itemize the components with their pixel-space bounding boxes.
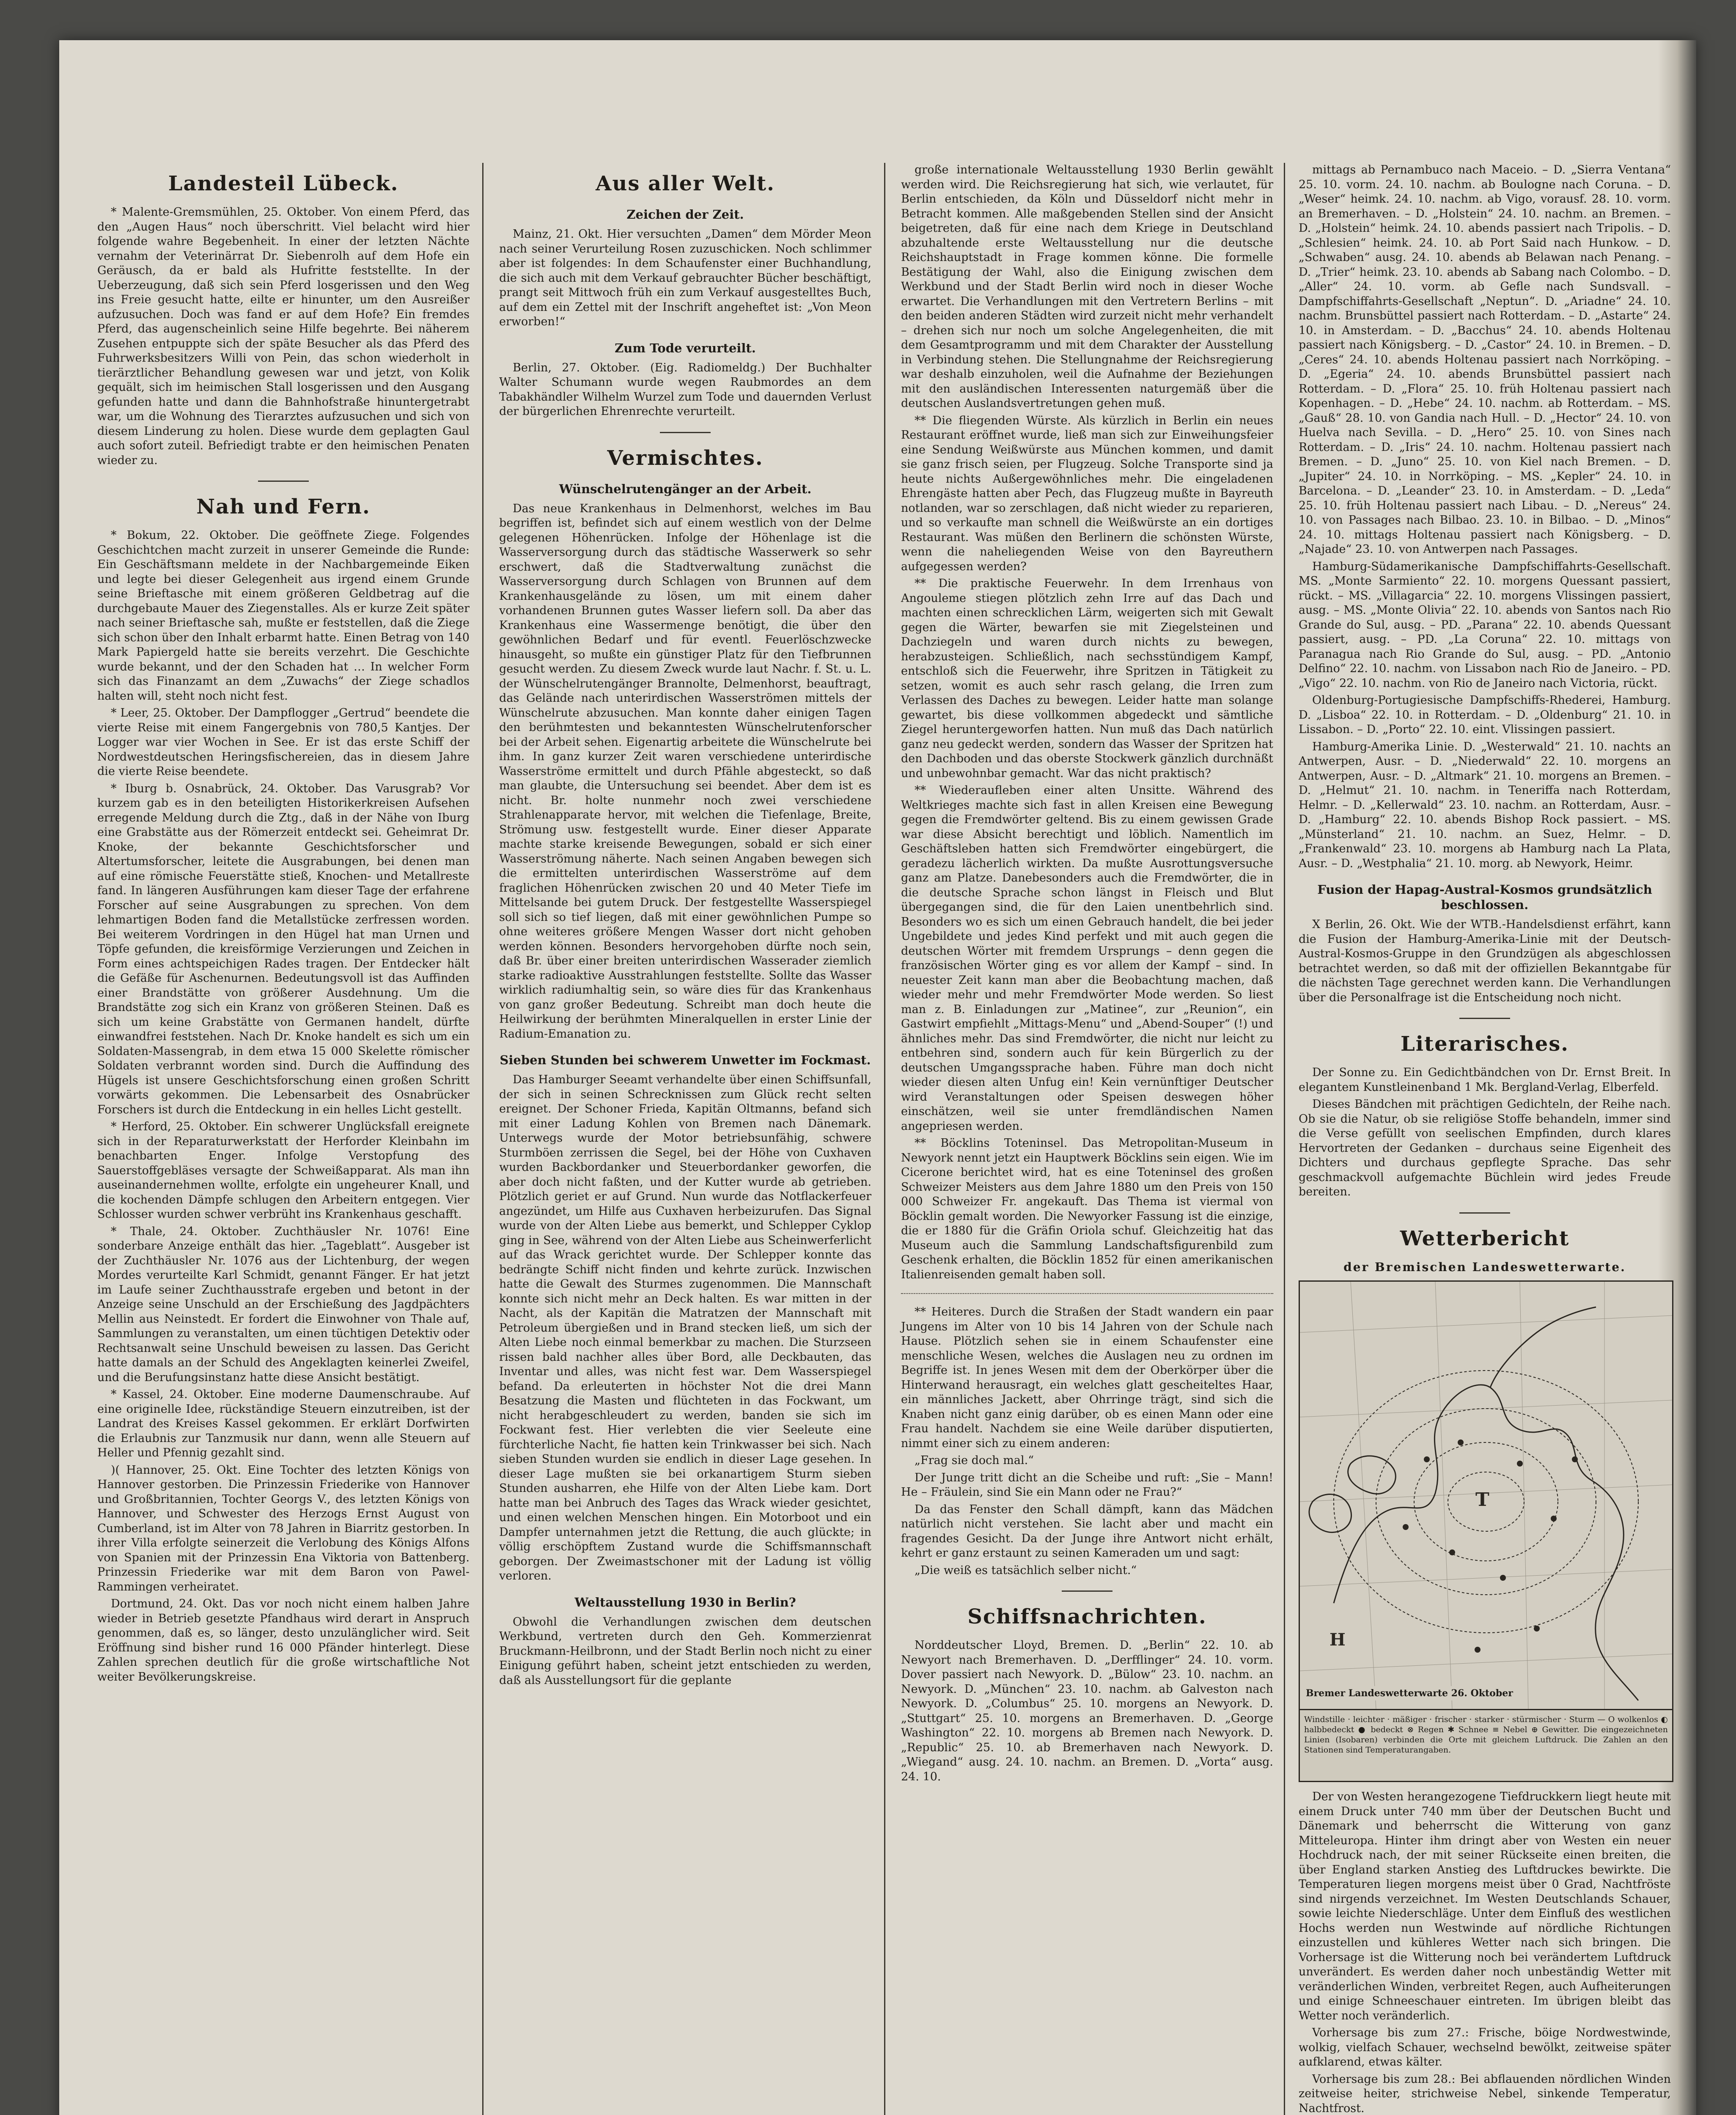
- weather-map-drawing: [1300, 1282, 1672, 1709]
- article-heading: Zum Tode verurteilt.: [615, 341, 756, 355]
- article-paragraph: Hamburg-Südamerikanische Dampfschiffahrts-Gesellschaft. MS. „Monte Sarmiento“ 22. 10. morgens Quessant passiert, rückt. – MS. „Villagarcia“ 22. 10. morgens Vlissingen passiert, ausg. – MS. „Monte Olivia“ 22. 10. abends von Santos nach Rio Grande do Sul, ausg. – PD. „Parana“ 22. 10. abends Quessant passiert, ausg. – PD. „La Coruna“ 22. 10. mittags von Paranagua nach Rio Grande do Sul, ausg. – PD. „Antonio Delfino“ 22. 10. nachm. von Lissabon nach Rio de Janeiro. – PD. „Vigo“ 22. 10. nachm. von Rio de Janeiro nach Victoria, rückt.: [1299, 560, 1671, 690]
- column-rule: [884, 163, 885, 2115]
- section-heading-aus-aller-welt: Aus aller Welt.: [596, 172, 775, 195]
- article-paragraph: ** Die fliegenden Würste. Als kürzlich in Berlin ein neues Restaurant eröffnet wurde, ließ man sich zur Einweihungsfeier eine Sendung Weißwürste aus München kommen, und damit sie ganz frisch seien, per Flugzeug. Solche Transporte sind ja heute nichts Außergewöhnliches mehr. Die eingeladenen Ehrengäste hatten aber Pech, das Flugzeug mußte in Bayreuth notlanden, war so zerschlagen, daß nicht wieder zu reparieren, und so verkaufte man schnell die Weißwürste an ein dortiges Restaurant. Was müßen den Berlinern die schönsten Würste, wenn die naheliegenden Weise von den Bayreuthern aufgegessen werden?: [901, 414, 1273, 573]
- article-paragraph: Vorhersage bis zum 28.: Bei abflauenden nördlichen Winden zeitweise heiter, strichweise Nebel, sinkende Temperatur, Nachtfrost.: [1299, 2072, 1671, 2115]
- article-paragraph: ** Böcklins Toteninsel. Das Metropolitan-Museum in Newyork nennt jetzt ein Hauptwerk Böcklins sein eigen. Wie im Cicerone berichtet wird, hat es eine Toteninsel des großen Schweizer Meisters aus dem Jahre 1880 um den Preis von 150 000 Schweizer Fr. angekauft. Das Thema ist viermal von Böcklin gemalt worden. Die Newyorker Fassung ist die einzige, die er 1880 für die Gräfin Oriola schuf. Gleichzeitig hat das Museum auch die Sammlung Landschaftsfigurenbild zum Geschenk erhalten, die Böcklin 1852 für einen amerikanischen Italienreisenden gemalt haben soll.: [901, 1137, 1273, 1281]
- article-paragraph: ** Wiederaufleben einer alten Unsitte. Während des Weltkrieges machte sich fast in allen Kreisen eine Bewegung gegen die Fremdwörter geltend. Bis zu einem gewissen Grade war diese Absicht berechtigt und löblich. Namentlich im Geschäftsleben hatten sich Fremdwörter eingebürgert, die geradezu lächerlich wirkten. Da mußte Ausrottungsversuche ganz am Platze. Danebesonders auch die Fremdwörter, die in die deutsche Sprache schon längst in Fleisch und Blut übergegangen sind, die für den Laien unentbehrlich sind. Besonders wo es sich um einen Gebrauch handelt, die bei jeder Ungebildete und jedes Kind perfekt und mit auch gegen die deutschen Wörter mit fremdem Ursprungs – denn gegen die französischen Wörter ging es vor allem der Kampf – sind. In neuester Zeit kann man aber die Beobachtung machen, daß wieder mehr und mehr Fremdwörter Mode werden. So liest man z. B. Einladungen zur „Matinee“, zur „Reunion“, ein Gastwirt empfiehlt „Mittags-Menu“ und „Abend-Souper“ (!) und ähnliches mehr. Das sind Fremdwörter, die nicht nur leicht zu entbehren sind, sondern auch für kein Bürgerlich zu der deutschen Umgangssprache haben. Führe man doch nicht wieder diesen alten Unfug ein! Kein vernünftiger Deutscher wird Veranstaltungen oder Speisen deswegen höher einschätzen, weil sie unter fremdländischen Namen angepriesen werden.: [901, 784, 1273, 1133]
- article-paragraph: Dortmund, 24. Okt. Das vor noch nicht einem halben Jahre wieder in Betrieb gesetzte Pfandhaus wird derart in Anspruch genommen, daß es, so länger, desto unzulänglicher wird. Seit Eröffnung sind bisher rund 16 000 Pfänder hinterlegt. Diese Zahlen sprechen deutlich für die große wirtschaftliche Not weiter Bevölkerungskreise.: [97, 1597, 470, 1684]
- article-paragraph: * Thale, 24. Oktober. Zuchthäusler Nr. 1076! Eine sonderbare Anzeige enthält das hier. „Tageblatt“. Ausgeber ist der Zuchthäusler Nr. 1076 aus der Lichtenburg, der wegen Mordes verurteilte Karl Schmidt, genannt Fänger. Er hat jetzt im Laufe seiner Zuchthausstrafe ergeben und betont in der Anzeige seine Unschuld an der Erschießung des Jagdpächters Mellin aus Neinstedt. Er fordert die Einwohner von Thale auf, Sammlungen zu veranstalten, um einen tüchtigen Detektiv oder Rechtsanwalt seine Unschuld beweisen zu lassen. Das Gericht hatte damals an der Schuld des Angeklagten keinerlei Zweifel, und die Berufungsinstanz hatte diese Ansicht bestätigt.: [97, 1225, 470, 1384]
- article-paragraph: * Bokum, 22. Oktober. Die geöffnete Ziege. Folgendes Geschichtchen macht zurzeit in unserer Gemeinde die Runde: Ein Geschäftsmann meldete in der Nachbargemeinde Eiken und legte bei dieser Gelegenheit aus irgend einem Grunde seine Brieftasche mit einem größeren Geldbetrag auf die durchgebaute Mauer des Ziegenstalles. Als er kurze Zeit später nach seiner Brieftasche sah, mußte er feststellen, daß die Ziege sich schon über den Inhalt erbarmt hatte. Einen Betrag von 140 Mark Papiergeld hatte sie bereits verzehrt. Die Geschichte wurde bekannt, und der den Schaden hat … In welcher Form sich das Finanzamt an dem „Zuwachs“ der Ziege schadlos halten will, steht noch nicht fest.: [97, 529, 470, 703]
- svg-text:H: H: [1329, 1630, 1346, 1650]
- article-paragraph: ** Die praktische Feuerwehr. In dem Irrenhaus von Angouleme stiegen plötzlich zehn Irre auf das Dach und machten einen schrecklichen Lärm, weigerten sich mit Gewalt gegen die Wärter, bewarfen sie mit Ziegelsteinen und Dachziegeln und waren durch nichts zu bewegen, herabzusteigen. Schließlich, nach sechsstündigem Kampf, entschloß sich die Feuerwehr, ihre Spritzen in Tätigkeit zu setzen, womit es auch sehr rasch gelang, die Irren zum Verlassen des Daches zu bewegen. Leider hatte man solange gewartet, bis diese vollkommen abgedeckt und sämtliche Ziegel heruntergeworfen hatten. Nun muß das Dach natürlich ganz neu gedeckt werden, sondern das Wasser der Spritzen hat den Dachboden und das oberste Stockwerk gänzlich durchnäßt und unbewohnbar gemacht. War das nicht praktisch?: [901, 577, 1273, 780]
- article-paragraph: Obwohl die Verhandlungen zwischen dem deutschen Werkbund, vertreten durch den Geh. Kommerzienrat Bruckmann-Heilbronn, und der Stadt Berlin noch nicht zu einer Einigung geführt haben, scheint jetzt entschieden zu werden, daß als Ausstellungsort für die geplante: [499, 1615, 871, 1687]
- article-paragraph: )( Hannover, 25. Okt. Eine Tochter des letzten Königs von Hannover gestorben. Die Prinzessin Friederike von Hannover und Großbritannien, Tochter Georgs V., des letzten Königs von Hannover, und Schwester des Herzogs Ernst August von Cumberland, ist im Alter von 78 Jahren in Biarritz gestorben. In ihrer Villa erfolgte seinerzeit die Verlobung des Königs Alfons von Spanien mit der Prinzessin Ena Viktoria von Battenberg. Prinzessin Friederike war mit dem Baron von Pawel-Rammingen verheiratet.: [97, 1463, 470, 1593]
- section-heading-luebeck: Landesteil Lübeck.: [168, 172, 399, 195]
- article-subheading: der Bremischen Landeswetterwarte.: [1343, 1260, 1626, 1274]
- article-paragraph: Der Junge tritt dicht an die Scheibe und ruft: „Sie – Mann! He – Fräulein, sind Sie ein Mann oder ne Frau?“: [901, 1471, 1273, 1499]
- article-heading: Weltausstellung 1930 in Berlin?: [574, 1595, 796, 1610]
- section-heading-wetterbericht: Wetterbericht: [1400, 1226, 1570, 1250]
- article-paragraph: * Kassel, 24. Oktober. Eine moderne Daumenschraube. Auf eine originelle Idee, rückständige Steuern einzutreiben, ist der Landrat des Kreises Kassel gekommen. Er erklärt Dorfwirten die Erlaubnis zur Tanzmusik nur dann, wenn alle Steuern auf Heller und Pfennig gezahlt sind.: [97, 1388, 470, 1459]
- article-paragraph: Dieses Bändchen mit prächtigen Gedichteln, der Reihe nach. Ob sie die Natur, ob sie religiöse Stoffe behandeln, immer sind die Verse gefüllt von seelischen Empfinden, durch klares Hervortreten der Gedanken – durchaus seine Eigenheit des Dichters und durchaus gepflegte Sprache. Das sehr geschmackvoll aufgemachte Büchlein wird jedes Freude bereiten.: [1299, 1098, 1671, 1198]
- article-paragraph: Vorhersage bis zum 27.: Frische, böige Nordwestwinde, wolkig, vielfach Schauer, wechselnd bewölkt, zeitweise später aufklarend, etwas kälter.: [1299, 2026, 1671, 2068]
- article-paragraph: „Die weiß es tatsächlich selber nicht.“: [915, 1563, 1137, 1577]
- column-rule: [482, 163, 483, 2115]
- article-heading: Sieben Stunden bei schwerem Unwetter im Fockmast.: [500, 1053, 871, 1067]
- article-paragraph: große internationale Weltausstellung 1930 Berlin gewählt werden wird. Die Reichsregierung hat sich, wie verlautet, für Berlin entschieden, da Köln und Düsseldorf nicht mehr in Betracht kommen. Alle maßgebenden Stellen sind der Ansicht beigetreten, daß für eine nach dem Kriege in Deutschland abzuhaltende erste Weltausstellung nur die deutsche Reichshauptstadt in Frage kommen könne. Die formelle Bestätigung der Wahl, also die Einigung zwischen dem Werkbund und der Stadt Berlin wird noch in dieser Woche erwartet. Die Verhandlungen mit den Vertretern Berlins – mit den beiden anderen Städten wird zurzeit nicht mehr verhandelt – drehen sich nur noch um solche Angelegenheiten, die mit dem Gesamtprogramm und mit dem Charakter der Ausstellung in Verbindung stehen. Die Stellungnahme der Reichsregierung war deshalb einzuholen, weil die Aufnahme der Beziehungen mit den ausländischen Interessenten naturgemäß über die deutschen Auslandsvertretungen gehen muß.: [901, 163, 1273, 410]
- article-paragraph: „Frag sie doch mal.“: [915, 1454, 1034, 1467]
- article-heading: Zeichen der Zeit.: [626, 207, 744, 222]
- article-paragraph: Berlin, 27. Oktober. (Eig. Radiomeldg.) Der Buchhalter Walter Schumann wurde wegen Raubmordes an dem Tabakhändler Wilhelm Wurzel zum Tode und dauernden Verlust der bürgerlichen Ehrenrechte verurteilt.: [499, 361, 871, 418]
- article-paragraph: Da das Fenster den Schall dämpft, kann das Mädchen natürlich nicht verstehen. Sie lacht aber und macht ein fragendes Gesicht. Da der Junge ihre Antwort nicht erhält, kehrt er ganz erstaunt zu seinen Kameraden um und sagt:: [901, 1502, 1273, 1560]
- article-paragraph: * Leer, 25. Oktober. Der Dampflogger „Gertrud“ beendete die vierte Reise mit einem Fangergebnis von 780,5 Kantjes. Der Logger war vier Wochen in See. Er ist das erste Schiff der Nordwestdeutschen Heringsfischereien, das in diesem Jahre die vierte Reise beendete.: [97, 706, 470, 778]
- section-heading-schiffsnachrichten: Schiffsnachrichten.: [967, 1605, 1207, 1629]
- article-paragraph: * Iburg b. Osnabrück, 24. Oktober. Das Varusgrab? Vor kurzem gab es in den beteiligten Historikerkreisen Aufsehen erregende Meldung durch die Ztg., daß in der Nähe von Iburg eine Grabstätte aus der Römerzeit entdeckt sei. Geheimrat Dr. Knoke, der bekannte Geschichtsforscher und Altertumsforscher, leitete die Ausgrabungen, bei denen man auf eine römische Feuerstätte stieß, Knochen- und Metallreste fand. In längeren Ausführungen kam dieser Tage der erfahrene Forscher auf seine Ausgrabungen zu sprechen. Von dem lehmartigen Boden fand die Metallstücke zerfressen worden. Bei weiterem Vordringen in den Hügel hat man Urnen und Töpfe gefunden, die kreisförmige Verzierungen und Zeichen in Form eines achtspeichigen Rades tragen. Der Entdecker hält die Gefäße für Aschenurnen. Bedeutungsvoll ist das Auffinden einer Brandstätte von größerer Ausdehnung. Um die Brandstätte zog sich ein Kranz von größeren Steinen. Daß es sich um keine Grabstätte von Germanen handelt, dürfte einwandfrei feststehen. Nach Dr. Knoke handelt es sich um ein Soldaten-Massengrab, in dem etwa 15 000 Skelette römischer Soldaten verbrannt worden sind. Durch die Auffindung des Hügels ist unsere Geschichtsforschung einen großen Schritt vorwärts gekommen. Die Lebensarbeit des Osnabrücker Forschers ist durch die Entdeckung in ein helles Licht gestellt.: [97, 782, 470, 1116]
- article-heading: Fusion der Hapag-Austral-Kosmos grundsätzlich beschlossen.: [1317, 882, 1652, 912]
- weather-map: [1299, 1280, 1673, 1782]
- article-paragraph: Das neue Krankenhaus in Delmenhorst, welches im Bau begriffen ist, befindet sich auf einem westlich von der Delme gelegenen Höhenrücken. Infolge der Höhenlage ist die Wasserversorgung durch das städtische Wasserwerk so sehr erschwert, daß die Stadtverwaltung zunächst die Wasserversorgung durch Schlagen von Brunnen auf dem Krankenhausgelände zu lösen, um mit einem daher vorhandenen Brunnen gutes Wasser liefern soll. Da aber das Krankenhaus eine Wassermenge benötigt, die über den gewöhnlichen Bedarf und für eventl. Feuerlöschzwecke hinausgeht, so mußte ein günstiger Platz für den Tiefbrunnen gesucht werden. Zu diesem Zweck wurde laut Nachr. f. St. u. L. der Wünschelrutengänger Brannolte, Delmenhorst, beauftragt, das Gelände nach unterirdischen Wasserströmen mittels der Wünschelrute abzusuchen. Man konnte daher einigen Tagen den berühmtesten und bekanntesten Wünschelrutenforscher bei der Arbeit sehen. Eigenartig arbeitete die Wünschelrute bei ihm. In ganz kurzer Zeit waren verschiedene unterirdische Wasserströme ermittelt und durch Pfähle abgesteckt, so daß man glaubte, die Untersuchung sei beendet. Aber dem ist es nicht. Br. holte nunmehr noch zwei verschiedene Strahlenapparate hervor, mit welchen die Tiefenlage, Breite, Strömung usw. festgestellt wurde. Einer dieser Apparate machte starke kreisende Bewegungen, sobald er sich einer Wasserströmung näherte. Nach seinen Angaben bewegen sich die ermittelten unterirdischen Wasserströme auf dem fraglichen Höhenrücken zwischen 20 und 40 Meter Tiefe im Mittelsande bei gutem Druck. Der festgestellte Wasserspiegel soll sich so tief liegen, daß mit einer gewöhnlichen Pumpe so ohne weiteres größere Mengen Wasser dort nicht gehoben werden können. Besonders hervorgehoben dürfte noch sein, daß Br. über einer breiten unterirdischen Wasserader ziemlich starke radioaktive Ausstrahlungen feststellte. Sollte das Wasser wirklich radiumhaltig sein, so wäre dies für das Krankenhaus von ganz großer Bedeutung. Schreibt man doch heute die Heilwirkung der berühmten Mineralquellen in erster Linie der Radium-Emanation zu.: [499, 502, 871, 1041]
- article-paragraph: mittags ab Pernambuco nach Maceio. – D. „Sierra Ventana“ 25. 10. vorm. 24. 10. nachm. ab Boulogne nach Coruna. – D. „Weser“ heimk. 24. 10. nachm. ab Vigo, vorausf. 28. 10. vorm. an Bremerhaven. – D. „Holstein“ 24. 10. nachm. an Bremen. – D. „Holstein“ heimk. 24. 10. abends passiert nach Tripolis. – D. „Schlesien“ heimk. 24. 10. ab Port Said nach Hunkow. – D. „Schwaben“ ausg. 24. 10. abends ab Belawan nach Penang. – D. „Trier“ heimk. 23. 10. abends ab Sabang nach Colombo. – D. „Aller“ 24. 10. vorm. ab Gefle nach Sundsvall. – Dampfschiffahrts-Gesellschaft „Neptun“. D. „Ariadne“ 24. 10. nachm. Brunsbüttel passiert nach Rotterdam. – D. „Astarte“ 24. 10. in Amsterdam. – D. „Bacchus“ 24. 10. abends Holtenau passiert nach Königsberg. – D. „Castor“ 24. 10. in Bremen. – D. „Ceres“ 24. 10. abends Holtenau passiert nach Norrköping. – D. „Egeria“ 24. 10. abends Brunsbüttel passiert nach Rotterdam. – D. „Flora“ 25. 10. früh Holtenau passiert nach Kopenhagen. – D. „Hebe“ 24. 10. nachm. ab Rotterdam. – MS. „Gauß“ 28. 10. von Gandia nach Hull. – D. „Hector“ 24. 10. von Huelva nach Sevilla. – D. „Hero“ 25. 10. von Sines nach Rotterdam. – D. „Iris“ 24. 10. nachm. Holtenau passiert nach Bremen. – D. „Juno“ 25. 10. von Kiel nach Bremen. – D. „Jupiter“ 24. 10. in Norrköping. – MS. „Kepler“ 24. 10. in Barcelona. – D. „Leander“ 23. 10. in Amsterdam. – D. „Leda“ 25. 10. früh Holtenau passiert nach Libau. – D. „Nereus“ 24. 10. von Passages nach Bilbao. 23. 10. in Bilbao. – D. „Minos“ 24. 10. mittags Holtenau passiert nach Königsberg. – D. „Najade“ 23. 10. von Antwerpen nach Passages.: [1299, 163, 1671, 556]
- article-paragraph: X Berlin, 26. Okt. Wie der WTB.-Handelsdienst erfährt, kann die Fusion der Hamburg-Amerika-Linie mit der Deutsch-Austral-Kosmos-Gruppe in den Grundzügen als abgeschlossen betrachtet werden, so daß mit der offiziellen Bekanntgabe für die nächsten Tage gerechnet werden kann. Die Verhandlungen über die Personalfrage ist die Entscheidung noch nicht.: [1299, 918, 1671, 1004]
- divider: [258, 481, 309, 482]
- article-heading: Wünschelrutengänger an der Arbeit.: [559, 481, 812, 496]
- article-paragraph: Hamburg-Amerika Linie. D. „Westerwald“ 21. 10. nachts an Antwerpen, Ausr. – D. „Niederwald“ 22. 10. morgens an Antwerpen, Ausr. – D. „Altmark“ 21. 10. morgens an Bremen. – D. „Helmut“ 21. 10. nachm. in Teneriffa nach Rotterdam, Helmr. – D. „Kellerwald“ 23. 10. nachm. an Rotterdam, Ausr. – D. „Hamburg“ 22. 10. abends Bishop Rock passiert. – MS. „Münsterland“ 21. 10. nachm. an Suez, Helmr. – D. „Frankenwald“ 23. 10. morgens ab Hamburg nach La Plata, Ausr. – D. „Westphalia“ 21. 10. morg. ab Newyork, Heimr.: [1299, 740, 1671, 870]
- divider: [901, 1293, 1273, 1294]
- article-paragraph: * Herford, 25. Oktober. Ein schwerer Unglücksfall ereignete sich in der Reparaturwerkstatt der Herforder Kleinbahn im benachbarten Enger. Infolge Verstopfung des Sauerstoffgebläses versagte der Schweißapparat. Als man ihn auseinandernehmen wollte, erfolgte ein ungeheurer Knall, und die kochenden Dämpfe schlugen den Arbeitern entgegen. Vier Schlosser wurden schwer verbrüht ins Krankenhaus geschafft.: [97, 1120, 470, 1221]
- map-legend: Windstille · leichter · mäßiger · frischer · starker · stürmischer · Sturm — O wolkenlos ◐ halbbedeckt ● bedeckt ⊗ Regen ✱ Schnee ≡ Nebel ⊕ Gewitter. Die eingezeichneten Linien (Isobaren) verbinden die Orte mit gleichem Luftdruck. Die Zahlen an den Stationen sind Temperaturangaben.: [1300, 1709, 1672, 1781]
- article-paragraph: Oldenburg-Portugiesische Dampfschiffs-Rhederei, Hamburg. D. „Lisboa“ 22. 10. in Rotterdam. – D. „Oldenburg“ 21. 10. in Lissabon. – D. „Porto“ 22. 10. eint. Vlissingen passiert.: [1299, 694, 1671, 736]
- divider: [1062, 1590, 1112, 1592]
- divider: [1459, 1212, 1510, 1214]
- article-paragraph: Mainz, 21. Okt. Hier versuchten „Damen“ dem Mörder Meon nach seiner Verurteilung Rosen zuzuschicken. Noch schlimmer aber ist folgendes: In dem Schaufenster einer Buchhandlung, die sich auch mit dem Verkauf gebrauchter Bücher beschäftigt, prangt seit Mittwoch früh ein zum Verkauf ausgestelltes Buch, auf dem ein Zettel mit der Inschrift angeheftet ist: „Von Meon erworben!“: [499, 228, 871, 328]
- column-3: [901, 163, 1273, 1787]
- article-paragraph: Das Hamburger Seeamt verhandelte über einen Schiffsunfall, der sich in seinen Schrecknissen zum Glück recht selten ereignet. Der Schoner Frieda, Kapitän Oltmanns, befand sich mit einer Ladung Kohlen von Bremen nach Dänemark. Unterwegs wurde der Motor betriebsunfähig, schwere Sturmböen zerrissen die Segel, bei der Höhe von Cuxhaven wurden Backbordanker und Steuerbordanker geworfen, die aber doch nicht faßten, und der Kutter wurde ab getrieben. Plötzlich geriet er auf Grund. Nun wurde das Notflackerfeuer angezündet, um Hilfe aus Cuxhaven herbeizurufen. Das Signal wurde von der Alten Liebe aus bemerkt, und Schlepper Cyklop ging in See, während von der Alten Liebe aus Scheinwerferlicht auf das Wrack gerichtet wurde. Der Schlepper konnte das bedrängte Schiff nicht finden und kehrte zurück. Inzwischen hatte die Gewalt des Sturmes zugenommen. Die Mannschaft konnte sich nicht mehr an Deck halten. Es war mitten in der Nacht, als der Kapitän die Matratzen der Mannschaft mit Petroleum übergießen und in Brand stecken ließ, um sich der Alten Liebe noch einmal bemerkbar zu machen. Die Sturzseen rissen bald nachher alles über Bord, alle Deckbauten, das Inventar und alles, was nicht fest war. Dem Wasserspiegel befand. Da erleuterten in höchster Not die drei Mann Besatzung die Masten und flüchteten in das Fockwant, um nicht herabgeschleudert zu werden, banden sie sich im Fockwant fest. Hier verlebten die vier Seeleute eine fürchterliche Nacht, fie hatten kein Trinkwasser bei sich. Nach sieben Stunden wurden sie endlich in dieser Lage gesehen. In dieser Lage mußten sie bei orkanartigem Sturm sieben Stunden ausharren, ehe Hilfe von der Alten Liebe kam. Dort hatte man bei Anbruch des Tages das Wrack wieder gesichtet, und einen welchen Menschen hingen. Ein Motorboot und ein Dampfer unternahmen jetzt die Rettung, die auch glückte; in völlig erschöpftem Zustand wurde die Schiffsmannschaft geborgen. Der Zweimastschoner mit der Ladung ist völlig verloren.: [499, 1073, 871, 1582]
- map-caption: Bremer Landeswetterwarte 26. Oktober: [1306, 1686, 1513, 1701]
- column-rule: [1284, 163, 1285, 2115]
- article-paragraph: Der Sonne zu. Ein Gedichtbändchen von Dr. Ernst Breit. In elegantem Kunstleinenband 1 Mk. Bergland-Verlag, Elberfeld.: [1299, 1066, 1671, 1094]
- column-2: [499, 163, 871, 1690]
- section-heading-literarisches: Literarisches.: [1400, 1032, 1569, 1056]
- section-heading-vermischtes: Vermischtes.: [607, 446, 764, 470]
- divider: [660, 432, 711, 433]
- column-1: [97, 163, 470, 1687]
- article-paragraph: Norddeutscher Lloyd, Bremen. D. „Berlin“ 22. 10. ab Newyort nach Bremerhaven. D. „Derfflinger“ 24. 10. vorm. Dover passiert nach Newyork. D. „Bülow“ 23. 10. nachm. an Newyork. D. „München“ 23. 10. nachm. ab Galveston nach Newyork. D. „Columbus“ 25. 10. morgens an Newyork. D. „Stuttgart“ 25. 10. morgens an Bremerhaven. D. „George Washington“ 22. 10. morgens ab Bremen nach Newyork. D. „Republic“ 25. 10. ab Bremerhaven nach Newyork. D. „Wiegand“ ausg. 24. 10. nachm. an Bremen. D. „Vorta“ ausg. 24. 10.: [901, 1639, 1273, 1783]
- newspaper-page: [59, 40, 1696, 2115]
- column-4: [1299, 163, 1671, 2115]
- article-paragraph: * Malente-Gremsmühlen, 25. Oktober. Von einem Pferd, das den „Augen Haus“ noch überschritt. Viel belacht wird hier folgende wahre Begebenheit. In einer der letzten Nächte vernahm der Veterinärrat Dr. Siebenrolh auf dem Hofe ein Geräusch, da er bald als Hufritte feststellte. In der Ueberzeugung, daß sich sein Pferd losgerissen und den Weg ins Freie gesucht hatte, eilte er hinunter, um den Ausreißer aufzusuchen. Doch was fand er auf dem Hofe? Ein fremdes Pferd, das augenscheinlich seine Hilfe begehrte. Bei näherem Zusehen entpuppte sich der späte Besucher als das Pferd des Fuhrwerksbesitzers Willi von Pein, das schon wiederholt in tierärztlicher Behandlung gewesen war und jetzt, von Kolik gequält, sich im heimischen Stall losgerissen und den Ausgang gefunden hatte und dann die Bahnhofstraße hinuntergetrabt war, um die Wohnung des Tierarztes aufzusuchen und sich von diesem Linderung zu holen. Diese wurde dem geplagten Gaul auch sofort zuteil. Befriedigt trabte er den heimischen Penaten wieder zu.: [97, 206, 470, 467]
- article-paragraph: Der von Westen herangezogene Tiefdruckkern liegt heute mit einem Druck unter 740 mm über der Deutschen Bucht und Dänemark und beherrscht die Witterung von ganz Mitteleuropa. Hinter ihm dringt aber von Westen ein neuer Hochdruck nach, der mit seiner Rückseite einen breiten, die über England starken Anstieg des Luftdruckes bewirkte. Die Temperaturen liegen morgens meist über 0 Grad, Nachtfröste sind nirgends verzeichnet. Im Westen Deutschlands Schauer, sowie leichte Niederschläge. Unter dem Einfluß des westlichen Hochs werden nun Westwinde auf nördliche Richtungen einzustellen und kühleres Wetter nach sich bringen. Die Vorhersage ist die Witterung noch bei verändertem Luftdruck unverändert. Es werden daher noch unbeständig Wetter mit veränderlichen Winden, verbreitet Regen, auch Aufheiterungen und einige Schneeschauer eintreten. Im übrigen bleibt das Wetter noch veränderlich.: [1299, 1790, 1671, 2022]
- article-paragraph: ** Heiteres. Durch die Straßen der Stadt wandern ein paar Jungens im Alter von 10 bis 14 Jahren von der Schule nach Hause. Plötzlich sehen sie in einem Schaufenster eine menschliche Wesen, welches die Auslagen neu zu ordnen im Begriffe ist. In jenes Wesen mit dem der Oberkörper über die Hinterwand herausragt, ein welches glatt gescheiteltes Haar, ein männliches Jackett, aber Ohrringe trägt, sind sich die Knaben nicht ganz einig darüber, ob es einen Mann oder eine Frau handelt. Nachdem sie eine Weile darüber disputierten, nimmt einer sich zu einem anderen:: [901, 1305, 1273, 1450]
- svg-text:T: T: [1475, 1489, 1489, 1511]
- section-heading-nah-und-fern: Nah und Fern.: [196, 495, 371, 519]
- divider: [1459, 1018, 1510, 1019]
